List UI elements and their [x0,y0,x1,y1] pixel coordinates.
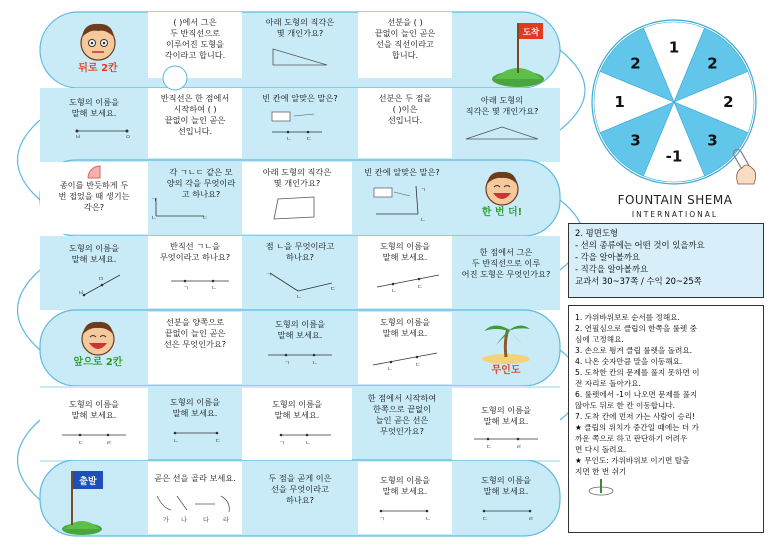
question-text: 빈 칸에 알맞은 말은? [364,167,440,177]
rule-item: 6. 룰렛에서 -1이 나오면 문제를 풀지 않아도 뒤로 한 칸 이동합니다. [575,390,698,410]
question-text: ( )에서 그은 두 반직선으로 이루어진 도형을 각이라고 합니다. [164,17,226,60]
island-palm-icon [476,317,536,365]
wheel-number: 3 [707,131,718,150]
question-text: 도형의 이름을 말해 보세요. [480,475,532,496]
question-text: 도형의 이름을 말해 보세요. [379,475,431,496]
point-label: ㄹ [516,444,522,451]
question-text: 점 ㄴ을 무엇이라고 하나요? [265,241,335,262]
back-2-label: 뒤로 2칸 [78,63,118,74]
point-label: ㄴ [211,285,217,291]
point-label: ㄴ [305,440,311,447]
rules-panel [568,305,764,533]
cell-r7-4[interactable] [452,470,560,534]
cell-r6-1[interactable] [40,394,148,460]
wheel-number: 2 [630,54,641,73]
point-label: ㄷ [482,516,488,523]
point-label: ㄴ [312,360,318,367]
wheel-number: 2 [723,93,734,111]
cell-r3-3[interactable] [242,162,352,234]
question-text: 곧은 선을 골라 보세요. [154,473,236,483]
point-label: ㄷ [486,444,492,451]
brand-name: FOUNTAIN SHEMA [617,193,733,207]
cell-r1-2[interactable] [242,12,358,88]
cell-r4-4[interactable] [358,236,452,308]
once-more-label: 한 번 더! [481,207,523,218]
point-label: ㄱ [151,197,157,204]
ray-figure [257,427,337,449]
boy-laughing-face-icon [78,317,118,357]
cell-r5-3[interactable] [358,312,452,384]
point-label: ㄷ [330,286,336,293]
folded-paper-icon [86,164,108,180]
wheel-number: 3 [630,131,641,150]
boy-worried-face-icon [76,19,120,63]
point-label: ㄱ [284,360,290,367]
question-text: 반직선은 한 점에서 시작하여 ( ) 끝없이 늘인 곧은 선입니다. [160,93,230,136]
right-angle-figure [150,196,240,220]
ray-figure [155,269,235,291]
cell-r4-2[interactable] [148,236,242,308]
rule-item: 4. 나온 숫자만큼 말을 이동해요. [575,357,683,366]
question-text: 한 점에서 그은 두 반직선으로 이루 어진 도형은 무엇인가요? [461,247,551,279]
question-text: 선분은 두 점을 ( )이은 선입니다. [378,93,432,125]
cell-r7-3[interactable] [358,470,452,534]
point-label: ㄹ [106,440,112,447]
trapezoid-figure [262,195,332,221]
wheel-number: 2 [707,54,718,73]
point-label: ㄷ [215,438,221,445]
point-label: ㅂ [78,290,84,297]
ray-figure [365,269,445,295]
cell-r2-5[interactable] [452,90,552,160]
point-label: ㄴ [173,438,179,445]
panel-item: - 직각을 알아볼까요 [575,264,649,274]
blank-box-ray-figure [362,184,442,224]
wheel-number: -1 [665,147,683,166]
cell-r4-1[interactable] [40,238,148,310]
point-label: ㄴ [420,217,426,224]
point-label: ㄷ [415,362,421,369]
point-label: ㅂ [75,134,81,141]
cell-r4-5[interactable] [452,242,560,310]
angle-figure [260,269,340,299]
rule-item: 5. 도착한 칸의 문제를 풀지 못하면 이 전 자리로 돌아가요. [575,368,700,388]
question-text: 도형의 이름을 말해 보세요. [379,317,431,338]
right-triangle-figure [265,45,335,69]
cell-r5-1[interactable] [148,312,242,384]
line-figure [260,347,340,369]
point-label: ㅁ [98,276,104,283]
point-label: ㄱ [420,187,426,194]
cell-r4-3[interactable] [242,236,358,310]
cell-r2-1[interactable] [40,92,148,160]
panel-item: - 각을 알아볼까요 [575,252,640,262]
cell-forward-2[interactable] [48,312,148,386]
cell-r5-2[interactable] [242,314,358,386]
point-label: ㄴ [387,366,393,371]
point-label: ㄴ [151,215,157,220]
point-label: ㄱ [379,516,385,523]
point-label: ㄴ [391,288,397,295]
cell-r6-5[interactable] [452,400,560,460]
cell-r6-3[interactable] [242,394,352,460]
point-label: ㄱ [266,272,272,279]
question-text: 도형의 이름을 말해 보세요. [68,97,120,118]
arrive-label: 도착 [522,28,540,38]
cell-r2-2[interactable] [148,88,242,158]
question-text: 한 점에서 시작하여 한쪽으로 끝없이 늘인 곧은 선은 무엇인가요? [367,393,437,436]
rule-item: 1. 가위바위보로 순서를 정해요. [575,313,680,322]
pencil-clip-icon [585,477,625,497]
cell-once-more[interactable] [452,162,552,236]
point-label: ㄱ [279,440,285,447]
cell-start[interactable] [48,462,148,536]
cell-r1-3[interactable] [358,12,452,78]
line-figure [365,345,445,371]
point-label: ㅇ [125,134,131,141]
question-text: 선분을 양쪽으로 끝없이 늘인 곧은 선은 무엇인가요? [163,317,227,349]
cell-r2-4[interactable] [358,88,452,158]
question-text: 도형의 이름을 말해 보세요. [169,397,221,418]
question-text: 도형의 이름을 말해 보세요. [274,319,326,340]
cell-r3-2[interactable] [148,162,242,236]
question-text: 반직선 ㄱㄴ을 무엇이라고 하나요? [159,241,231,262]
cell-r1-1[interactable] [148,12,242,78]
choice-label: 나 [181,517,187,524]
choice-label: 라 [223,517,229,524]
cell-r3-4[interactable] [352,162,452,236]
rule-item: 3. 손으로 튕겨 클립 룰렛을 돌려요. [575,346,693,355]
forward-2-label: 앞으로 2칸 [73,357,123,368]
roulette-wheel[interactable] [584,12,770,192]
question-text: 아래 도형의 직각은 몇 개인가요? [262,167,332,188]
point-label: ㄱ [183,285,189,291]
rule-item: ★ 무인도: 가위바위보 이기면 탈출 지면 한 번 쉬기 [575,456,690,476]
choice-label: 다 [203,517,209,524]
curves-choice-figure [151,490,239,524]
question-text: 도형의 이름을 말해 보세요. [271,399,323,420]
obtuse-triangle-figure [462,123,542,143]
cell-r7-2[interactable] [242,468,358,534]
wheel-number: 1 [614,93,625,111]
question-text: 두 점을 곧게 이은 선을 무엇이라고 하나요? [268,473,332,505]
question-text: 아래 도형의 직각은 몇 개인가요? [465,95,539,116]
arrival-flag-icon [466,17,546,87]
point-label: ㄴ [286,136,292,143]
cell-r2-3[interactable] [242,88,358,160]
point-label: ㄷ [306,136,312,143]
brand-sub: INTERNATIONAL [631,210,719,219]
cell-r6-2[interactable] [148,392,242,462]
segment-figure [365,503,445,525]
question-text: 각 ㄱㄴㄷ 같은 모 양의 각을 무엇이라 고 하나요? [166,167,236,199]
point-label: ㄷ [78,440,84,447]
point-label: ㄷ [417,284,423,291]
panel-title: 2. 평면도형 [575,228,619,238]
line-figure [466,433,546,453]
rule-item: ★ 클립의 위치가 중간일 때에는 더 가 까운 쪽으로 하고 판단하기 어려우 면 다시 돌려요. [575,423,699,454]
point-label: ㄹ [528,516,534,523]
point-label: ㄴ [425,516,431,523]
cell-r3-1[interactable] [40,162,148,234]
question-text: 도형의 이름을 말해 보세요. [379,241,431,262]
segment-figure [49,125,139,141]
choice-label: 가 [163,517,169,524]
segment-figure [466,503,546,525]
boy-laughing-face-icon [482,167,522,207]
ray-figure [54,271,134,299]
start-label: 출발 [79,477,97,487]
cell-r7-1[interactable] [148,468,242,534]
point-label: ㄴ [296,294,302,299]
line-figure [54,427,134,449]
panel-item: - 선의 종류에는 어떤 것이 있을까요 [575,240,705,250]
question-text: 빈 칸에 알맞은 말은? [262,93,338,103]
rule-item: 2. 연필심으로 클립의 한쪽을 룰렛 중 심에 고정해요. [575,324,698,344]
island-label: 무인도 [491,365,521,376]
blank-box-figure [260,110,340,144]
question-text: 도형의 이름을 말해 보세요. [68,399,120,420]
cell-r6-4[interactable] [352,388,452,460]
hand-icon [737,165,756,184]
start-flag-icon [58,467,138,536]
question-text: 선분을 ( ) 끝없이 늘인 곧은 선을 직선이라고 합니다. [374,17,436,60]
question-text: 도형의 이름을 말해 보세요. [68,243,120,264]
question-text: 종이를 반듯하게 두 번 접었을 때 생기는 각은? [58,180,130,212]
cell-arrive[interactable] [452,12,560,88]
rule-item: 7. 도착 칸에 먼저 가는 사람이 승리! [575,412,696,421]
panel-textbook: 교과서 30~37쪽 / 수익 20~25쪽 [575,276,702,286]
lesson-panel [568,223,764,298]
question-text: 도형의 이름을 말해 보세요. [480,405,532,426]
cell-back-2[interactable] [48,12,148,88]
point-label: ㄷ [202,215,208,220]
cell-island[interactable] [452,312,560,386]
wheel-number: 1 [668,38,680,57]
segment-figure [155,425,235,447]
question-text: 아래 도형의 직각은 몇 개인가요? [265,17,335,38]
